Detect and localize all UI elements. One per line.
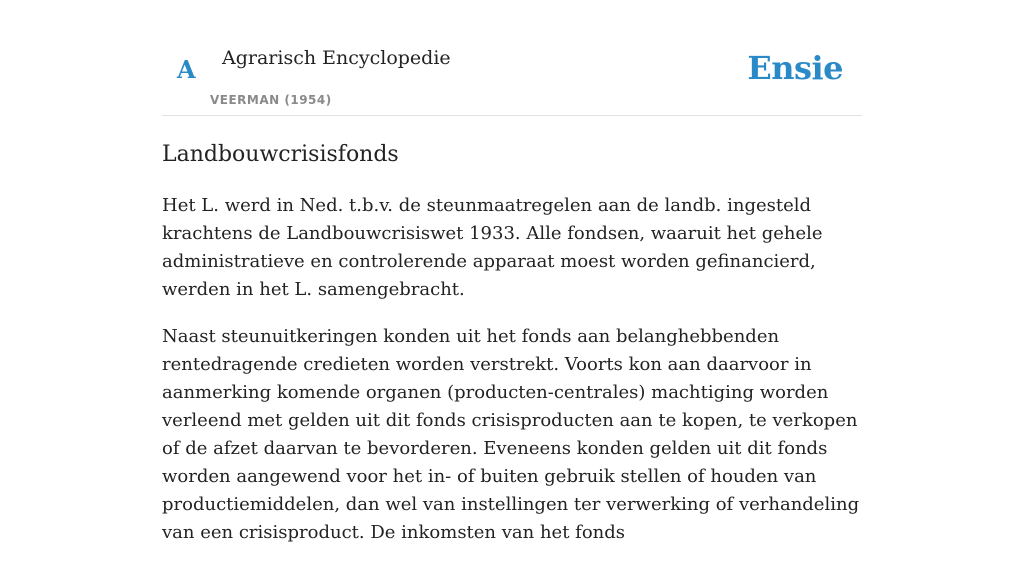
article-body [162,192,862,566]
source-author[interactable]: VEERMAN (1954) [210,93,332,107]
article-paragraph: Naast steunuitkeringen konden uit het fonds aan belanghebbenden rentedragende credieten worden verstrekt. Voorts kon aan daarvoor in aanmerking komende organen (producten-centrales) machtiging worden verleend met gelden uit dit fonds crisisproducten aan te kopen, te verkopen of de afzet daarvan te bevorderen. Eveneens konden gelden uit dit fonds worden aangewend voor het in- of buiten gebruik stellen of houden van productiemiddelen, dan wel van instellingen ter verwerking of verhandeling van een crisisproduct. De inkomsten van het fonds [162,326,860,543]
page-header [162,0,862,116]
source-letter-link[interactable]: A [177,55,196,84]
ensie-logo[interactable]: Ensie [747,49,843,87]
source-title[interactable]: Agrarisch Encyclopedie [222,47,451,69]
article-paragraph: Het L. werd in Ned. t.b.v. de steunmaatregelen aan de landb. ingesteld krachtens de Landbouwcrisiswet 1933. Alle fondsen, waaruit het gehele administratieve en controlerende apparaat moest worden gefinancierd, werden in het L. samengebracht. [162,195,823,300]
article-title: Landbouwcrisisfonds [162,142,399,167]
page-container [162,0,862,543]
